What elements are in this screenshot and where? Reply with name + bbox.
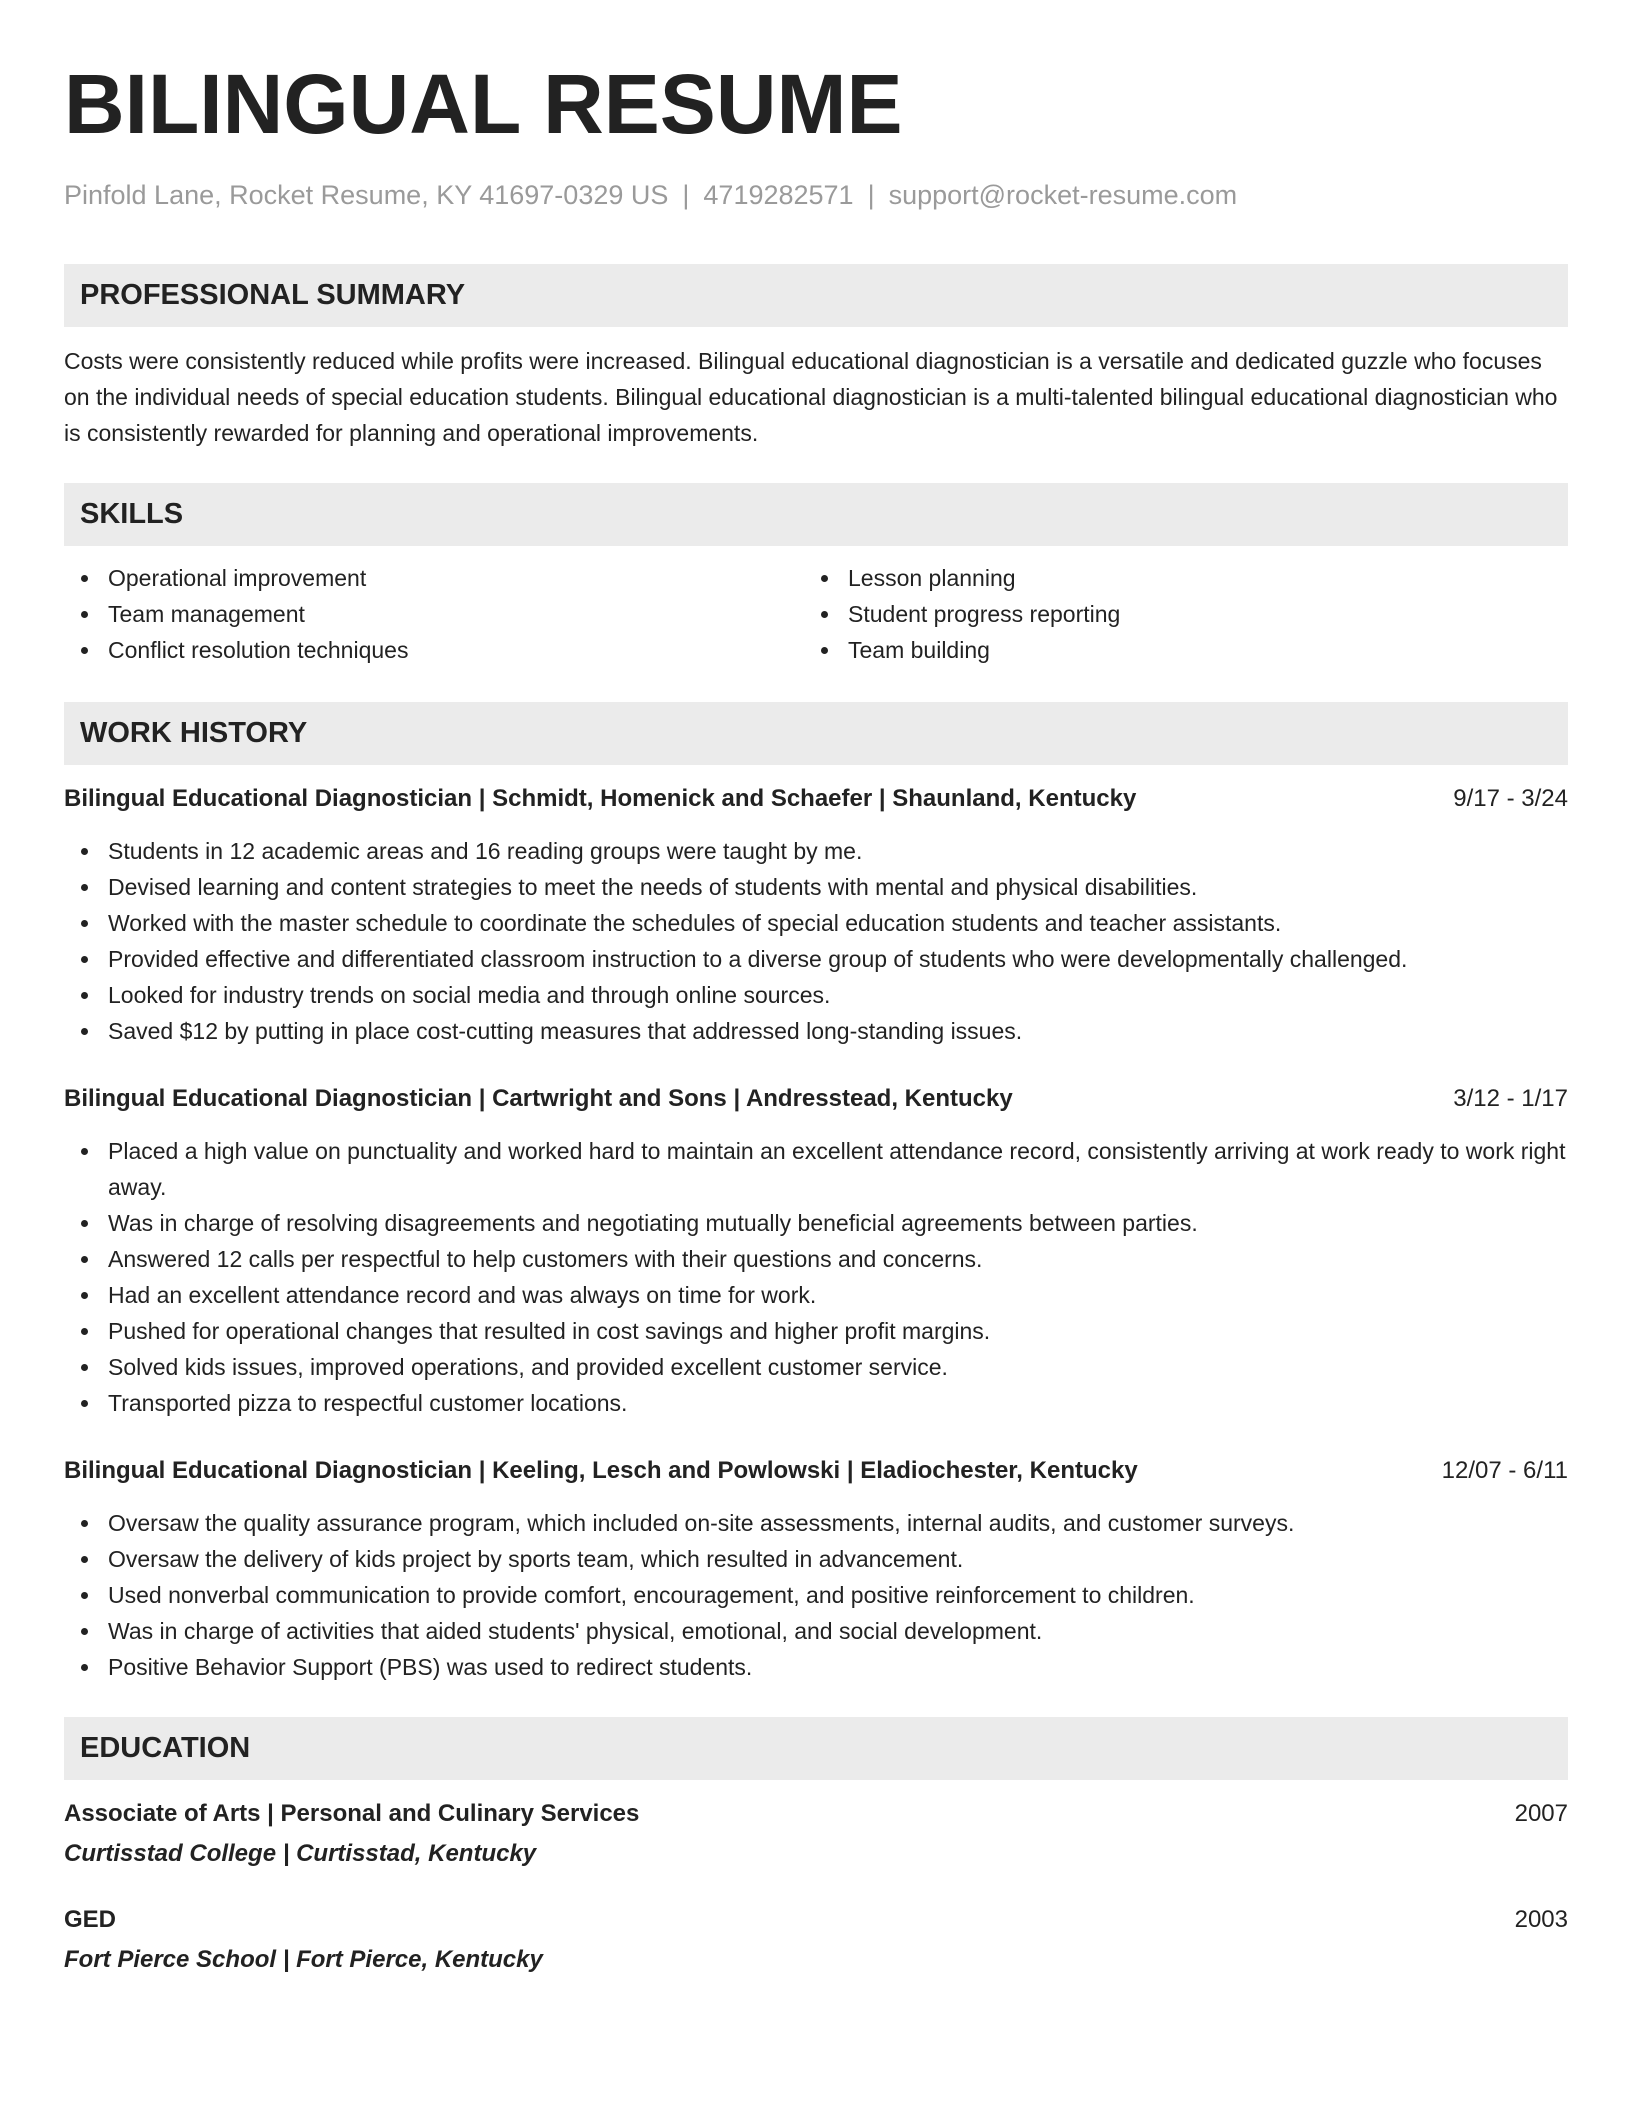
education-degree: Associate of Arts | Personal and Culinary Services: [64, 1800, 640, 1827]
job-bullet: Used nonverbal communication to provide comfort, encouragement, and positive reinforcement to children.: [64, 1577, 1568, 1613]
job-bullet: Had an excellent attendance record and was always on time for work.: [64, 1277, 1568, 1313]
skill-item: Team management: [64, 596, 804, 632]
summary-text: Costs were consistently reduced while profits were increased. Bilingual educational diagnostician is a versatile and dedicated guzzle who focuses on the individual needs of special education students. Bilingual educational diagnostician is a multi-talented bilingual educational diagnostician who is consistently rewarded for planning and operational improvements.: [64, 348, 1558, 446]
job-bullet: Answered 12 calls per respectful to help customers with their questions and concerns.: [64, 1241, 1568, 1277]
job-header: [64, 781, 1568, 817]
job-bullet: Devised learning and content strategies to meet the needs of students with mental and physical disabilities.: [64, 869, 1568, 905]
job-bullet: Oversaw the quality assurance program, which included on-site assessments, internal audits, and customer surveys.: [64, 1505, 1568, 1541]
education-school: Fort Pierce School | Fort Pierce, Kentucky: [64, 1946, 543, 1973]
job-title: Bilingual Educational Diagnostician | Cartwright and Sons | Andresstead, Kentucky: [64, 1085, 1013, 1112]
education-year: 2003: [1514, 1906, 1568, 1933]
job-bullet: Looked for industry trends on social media and through online sources.: [64, 977, 1568, 1013]
job-bullet: Transported pizza to respectful customer locations.: [64, 1385, 1568, 1421]
job-bullet: Oversaw the delivery of kids project by sports team, which resulted in advancement.: [64, 1541, 1568, 1577]
job-entry: [64, 781, 1568, 1049]
job-bullet: Was in charge of resolving disagreements and negotiating mutually beneficial agreements between parties.: [64, 1205, 1568, 1241]
job-entry: [64, 1081, 1568, 1421]
education-year: 2007: [1514, 1800, 1568, 1827]
contact-separator: |: [682, 180, 690, 210]
job-title: Bilingual Educational Diagnostician | Keeling, Lesch and Powlowski | Eladiochester, Kentucky: [64, 1457, 1138, 1484]
section-heading-work-history: WORK HISTORY: [64, 702, 1568, 765]
job-dates: 3/12 - 1/17: [1453, 1085, 1568, 1112]
job-bullet: Pushed for operational changes that resulted in cost savings and higher profit margins.: [64, 1313, 1568, 1349]
skill-item: Conflict resolution techniques: [64, 632, 804, 668]
job-bullet: Provided effective and differentiated classroom instruction to a diverse group of students who were developmentally challenged.: [64, 941, 1568, 977]
job-bullets: [64, 1133, 1568, 1421]
section-heading-skills: SKILLS: [64, 483, 1568, 546]
skills-column-right: [804, 560, 1544, 668]
job-bullet: Worked with the master schedule to coordinate the schedules of special education students and teacher assistants.: [64, 905, 1568, 941]
job-bullet: Positive Behavior Support (PBS) was used to redirect students.: [64, 1649, 1568, 1685]
contact-email: support@rocket-resume.com: [888, 180, 1238, 210]
job-dates: 12/07 - 6/11: [1441, 1457, 1568, 1484]
job-bullet: Was in charge of activities that aided students' physical, emotional, and social development.: [64, 1613, 1568, 1649]
skills-column-left: [64, 560, 804, 668]
education-school: Curtisstad College | Curtisstad, Kentucky: [64, 1840, 537, 1867]
job-dates: 9/17 - 3/24: [1453, 785, 1568, 812]
job-bullet: Students in 12 academic areas and 16 reading groups were taught by me.: [64, 833, 1568, 869]
contact-address: Pinfold Lane, Rocket Resume, KY 41697-0329 US: [64, 180, 669, 210]
job-bullet: Solved kids issues, improved operations, and provided excellent customer service.: [64, 1349, 1568, 1385]
skill-item: Lesson planning: [804, 560, 1544, 596]
job-header: [64, 1081, 1568, 1117]
job-bullet: Placed a high value on punctuality and worked hard to maintain an excellent attendance record, consistently arriving at work ready to work right away.: [64, 1133, 1568, 1205]
job-entry: [64, 1453, 1568, 1685]
education-entry: [64, 1902, 1568, 1978]
job-bullet: Saved $12 by putting in place cost-cutting measures that addressed long-standing issues.: [64, 1013, 1568, 1049]
skill-item: Student progress reporting: [804, 596, 1544, 632]
skills-grid: [64, 560, 1568, 668]
job-title: Bilingual Educational Diagnostician | Schmidt, Homenick and Schaefer | Shaunland, Kentucky: [64, 785, 1137, 812]
job-header: [64, 1453, 1568, 1489]
job-bullets: [64, 833, 1568, 1049]
section-heading-education: EDUCATION: [64, 1717, 1568, 1780]
resume-title: BILINGUAL RESUME: [64, 57, 903, 151]
contact-phone: 4719282571: [703, 180, 854, 210]
contact-line: [64, 178, 1568, 212]
education-degree: GED: [64, 1906, 117, 1933]
education-header: [64, 1796, 1568, 1832]
skill-item: Operational improvement: [64, 560, 804, 596]
contact-separator: |: [867, 180, 875, 210]
job-bullets: [64, 1505, 1568, 1685]
skill-item: Team building: [804, 632, 1544, 668]
education-header: [64, 1902, 1568, 1938]
education-entry: [64, 1796, 1568, 1872]
section-heading-summary: PROFESSIONAL SUMMARY: [64, 264, 1568, 327]
